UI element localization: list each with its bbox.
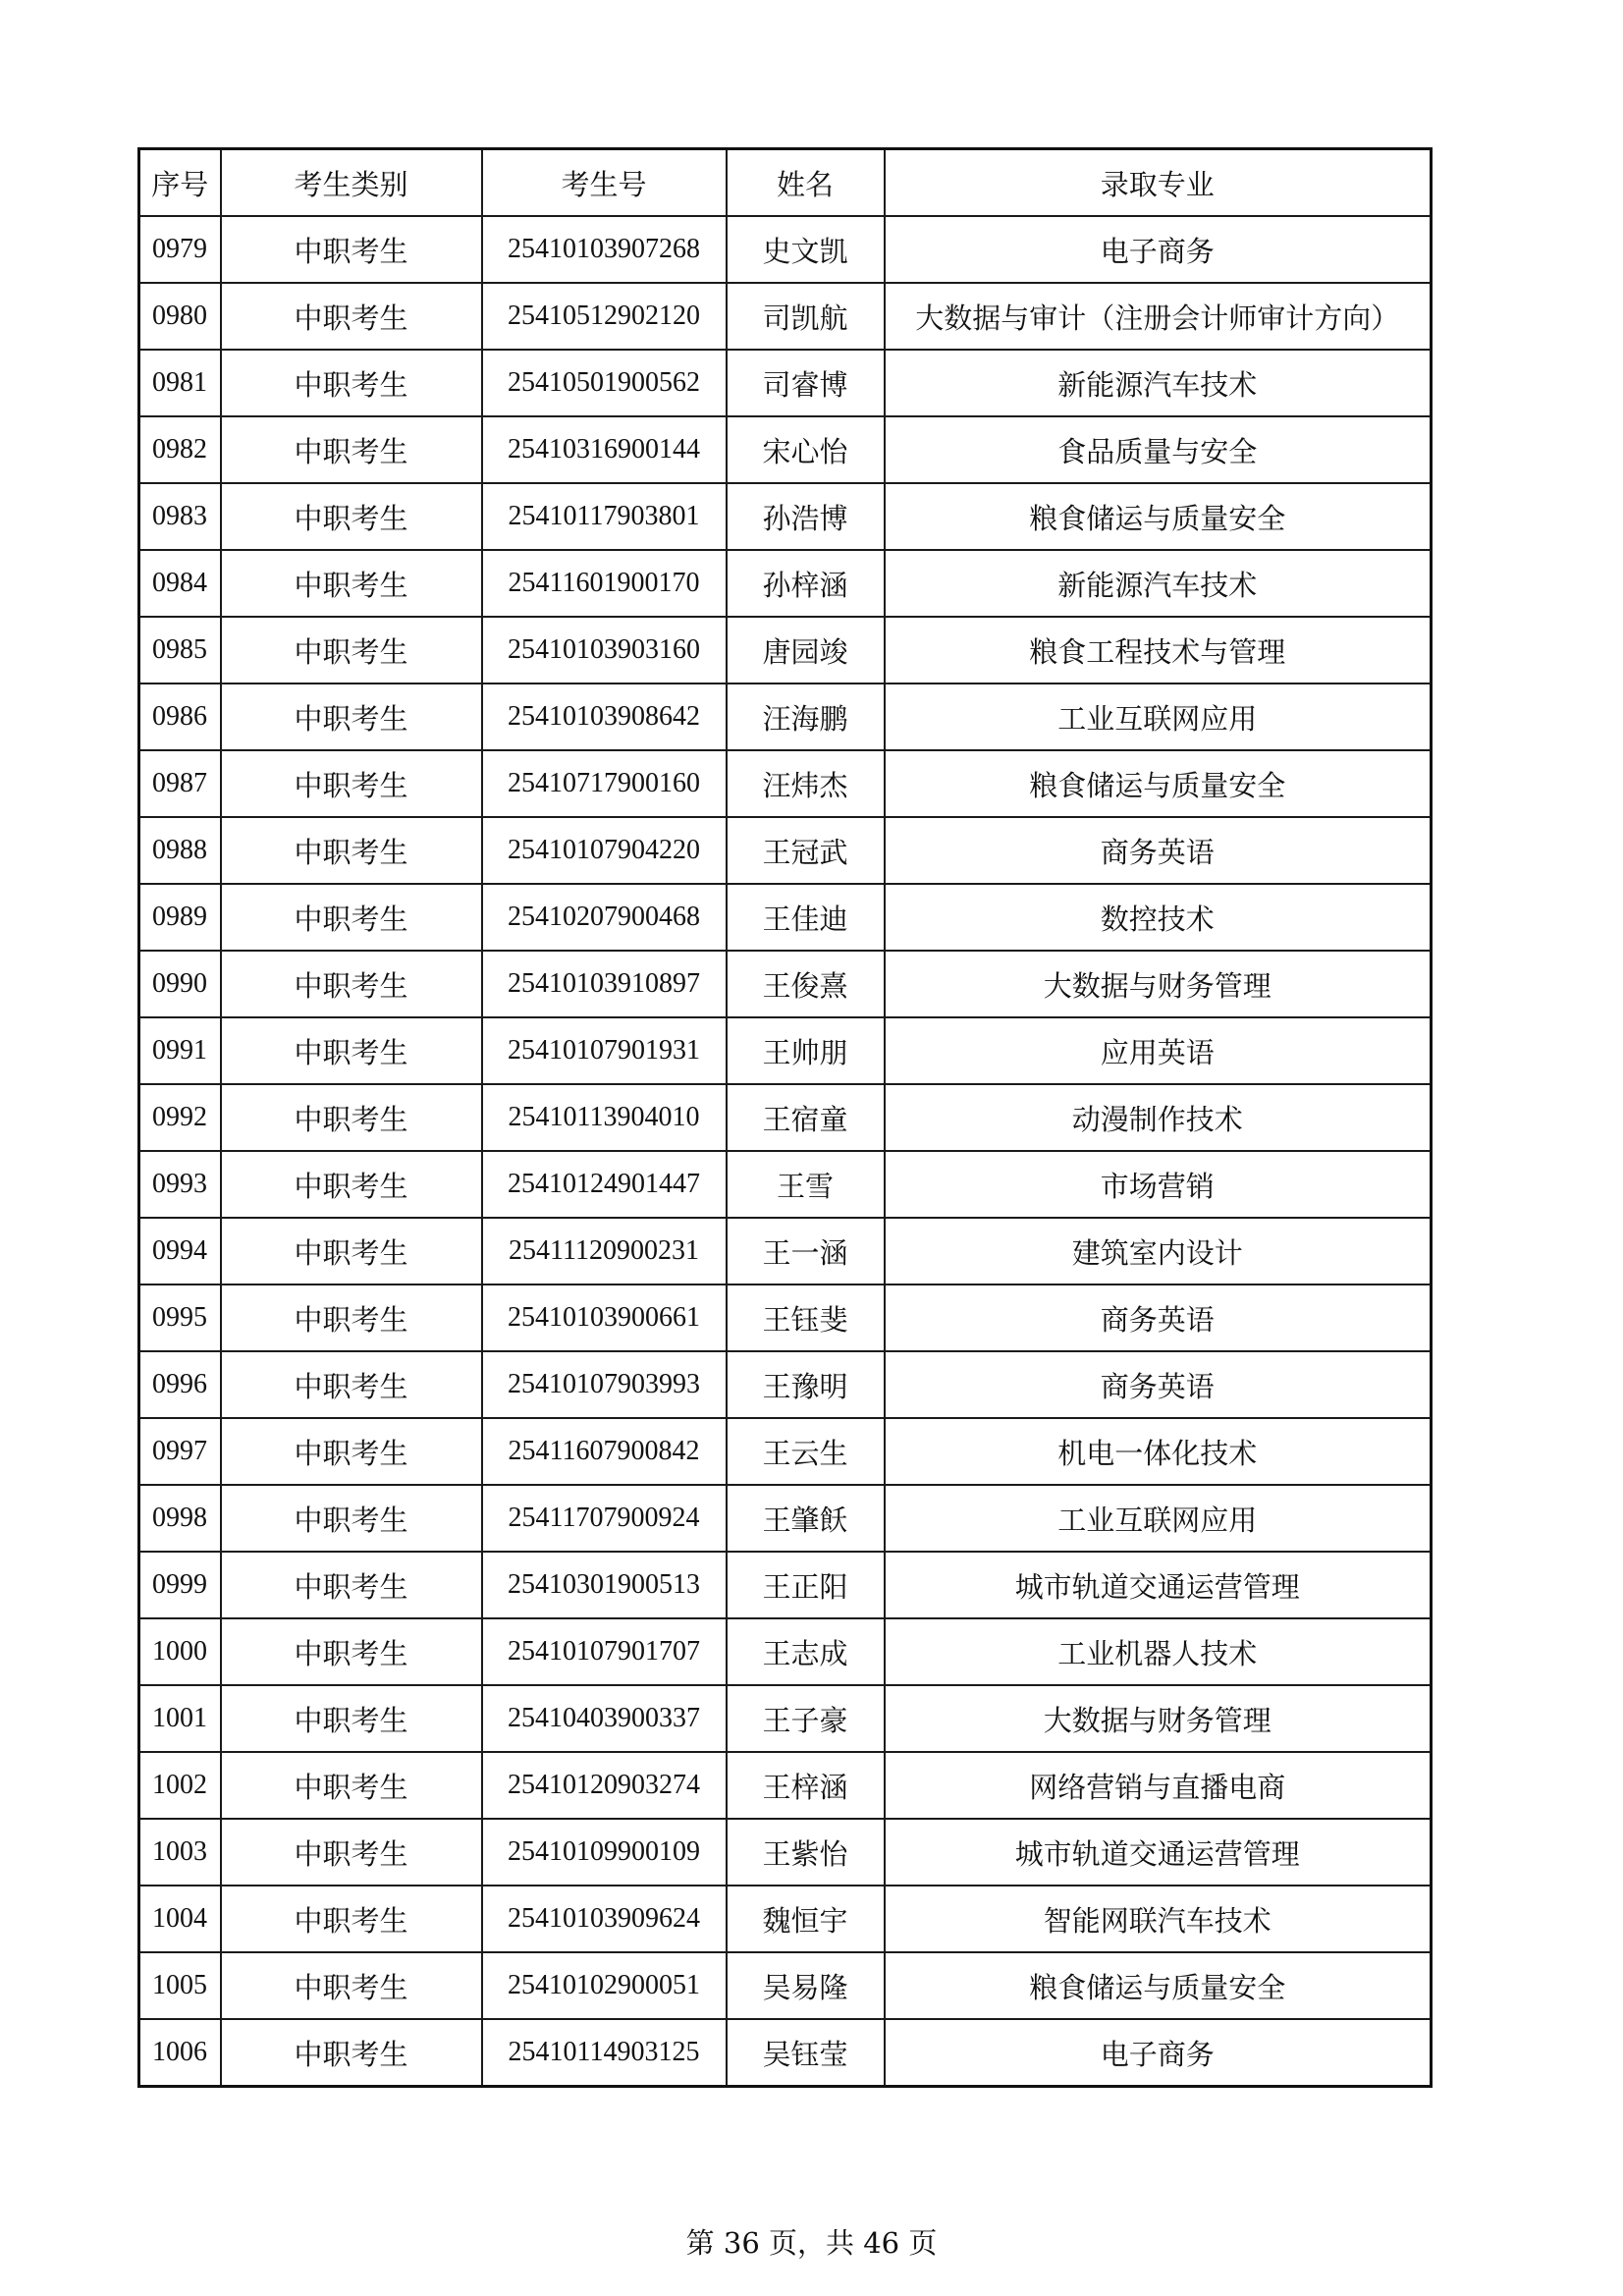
cell-category: 中职考生 <box>221 1017 482 1084</box>
cell-category: 中职考生 <box>221 817 482 884</box>
cell-seq: 0997 <box>139 1418 221 1485</box>
cell-name: 宋心怡 <box>727 416 885 483</box>
cell-exam-no: 25411601900170 <box>482 550 727 617</box>
table-row <box>139 1752 1432 1819</box>
cell-name: 吴易隆 <box>727 1952 885 2019</box>
cell-seq: 0984 <box>139 550 221 617</box>
table-row <box>139 1618 1432 1685</box>
cell-name: 孙浩博 <box>727 483 885 550</box>
cell-category: 中职考生 <box>221 1685 482 1752</box>
cell-major: 电子商务 <box>885 216 1432 283</box>
cell-exam-no: 25410103903160 <box>482 617 727 683</box>
cell-exam-no: 25410103910897 <box>482 951 727 1017</box>
cell-name: 孙梓涵 <box>727 550 885 617</box>
cell-name: 王云生 <box>727 1418 885 1485</box>
cell-major: 工业机器人技术 <box>885 1618 1432 1685</box>
cell-seq: 0981 <box>139 350 221 416</box>
cell-major: 新能源汽车技术 <box>885 350 1432 416</box>
cell-name: 司凯航 <box>727 283 885 350</box>
cell-category: 中职考生 <box>221 884 482 951</box>
cell-exam-no: 25411707900924 <box>482 1485 727 1552</box>
cell-name: 汪海鹏 <box>727 683 885 750</box>
cell-major: 城市轨道交通运营管理 <box>885 1819 1432 1886</box>
cell-seq: 0986 <box>139 683 221 750</box>
page-number-footer: 第 36 页，共 46 页 <box>685 2226 938 2260</box>
cell-major: 数控技术 <box>885 884 1432 951</box>
cell-name: 吴钰莹 <box>727 2019 885 2087</box>
cell-seq: 0985 <box>139 617 221 683</box>
table-row <box>139 1886 1432 1952</box>
cell-seq: 0988 <box>139 817 221 884</box>
cell-exam-no: 25410102900051 <box>482 1952 727 2019</box>
table-row <box>139 1952 1432 2019</box>
cell-category: 中职考生 <box>221 1485 482 1552</box>
cell-name: 魏恒宇 <box>727 1886 885 1952</box>
table-row <box>139 750 1432 817</box>
cell-name: 王紫怡 <box>727 1819 885 1886</box>
cell-name: 王钰斐 <box>727 1285 885 1351</box>
cell-category: 中职考生 <box>221 2019 482 2087</box>
cell-seq: 0987 <box>139 750 221 817</box>
cell-name: 唐园竣 <box>727 617 885 683</box>
table-row <box>139 283 1432 350</box>
table-row <box>139 1218 1432 1285</box>
header-category: 考生类别 <box>221 149 482 217</box>
cell-major: 电子商务 <box>885 2019 1432 2087</box>
cell-major: 新能源汽车技术 <box>885 550 1432 617</box>
cell-category: 中职考生 <box>221 1752 482 1819</box>
cell-seq: 0989 <box>139 884 221 951</box>
table-row <box>139 1151 1432 1218</box>
cell-seq: 0979 <box>139 216 221 283</box>
cell-seq: 0995 <box>139 1285 221 1351</box>
table-row <box>139 1084 1432 1151</box>
cell-major: 网络营销与直播电商 <box>885 1752 1432 1819</box>
cell-name: 汪炜杰 <box>727 750 885 817</box>
cell-major: 工业互联网应用 <box>885 683 1432 750</box>
cell-category: 中职考生 <box>221 750 482 817</box>
table-row <box>139 1685 1432 1752</box>
cell-major: 粮食工程技术与管理 <box>885 617 1432 683</box>
table-row <box>139 1485 1432 1552</box>
header-exam-no: 考生号 <box>482 149 727 217</box>
cell-category: 中职考生 <box>221 1351 482 1418</box>
cell-exam-no: 25410316900144 <box>482 416 727 483</box>
cell-exam-no: 25410207900468 <box>482 884 727 951</box>
table-header-row <box>139 149 1432 217</box>
cell-seq: 1005 <box>139 1952 221 2019</box>
cell-major: 商务英语 <box>885 817 1432 884</box>
cell-category: 中职考生 <box>221 617 482 683</box>
cell-seq: 0992 <box>139 1084 221 1151</box>
cell-name: 王雪 <box>727 1151 885 1218</box>
cell-seq: 1000 <box>139 1618 221 1685</box>
cell-category: 中职考生 <box>221 1952 482 2019</box>
cell-exam-no: 25410114903125 <box>482 2019 727 2087</box>
cell-seq: 0993 <box>139 1151 221 1218</box>
cell-exam-no: 25410120903274 <box>482 1752 727 1819</box>
cell-seq: 0982 <box>139 416 221 483</box>
cell-category: 中职考生 <box>221 283 482 350</box>
cell-seq: 0980 <box>139 283 221 350</box>
cell-name: 史文凯 <box>727 216 885 283</box>
cell-major: 应用英语 <box>885 1017 1432 1084</box>
cell-category: 中职考生 <box>221 1418 482 1485</box>
cell-major: 粮食储运与质量安全 <box>885 1952 1432 2019</box>
cell-category: 中职考生 <box>221 1084 482 1151</box>
cell-category: 中职考生 <box>221 416 482 483</box>
header-name: 姓名 <box>727 149 885 217</box>
table-row <box>139 683 1432 750</box>
cell-exam-no: 25410117903801 <box>482 483 727 550</box>
cell-category: 中职考生 <box>221 1819 482 1886</box>
cell-seq: 0983 <box>139 483 221 550</box>
cell-major: 工业互联网应用 <box>885 1485 1432 1552</box>
cell-category: 中职考生 <box>221 1886 482 1952</box>
cell-major: 动漫制作技术 <box>885 1084 1432 1151</box>
cell-name: 王子豪 <box>727 1685 885 1752</box>
cell-name: 王佳迪 <box>727 884 885 951</box>
cell-major: 商务英语 <box>885 1351 1432 1418</box>
table-row <box>139 1552 1432 1618</box>
cell-exam-no: 25411120900231 <box>482 1218 727 1285</box>
cell-category: 中职考生 <box>221 216 482 283</box>
table-row <box>139 1351 1432 1418</box>
header-major: 录取专业 <box>885 149 1432 217</box>
cell-seq: 1006 <box>139 2019 221 2087</box>
cell-name: 王豫明 <box>727 1351 885 1418</box>
cell-seq: 0991 <box>139 1017 221 1084</box>
cell-major: 建筑室内设计 <box>885 1218 1432 1285</box>
table-row <box>139 1017 1432 1084</box>
cell-seq: 1003 <box>139 1819 221 1886</box>
cell-category: 中职考生 <box>221 1618 482 1685</box>
cell-exam-no: 25410403900337 <box>482 1685 727 1752</box>
cell-exam-no: 25410501900562 <box>482 350 727 416</box>
cell-exam-no: 25410103907268 <box>482 216 727 283</box>
cell-exam-no: 25411607900842 <box>482 1418 727 1485</box>
cell-category: 中职考生 <box>221 1285 482 1351</box>
cell-category: 中职考生 <box>221 550 482 617</box>
cell-major: 大数据与审计（注册会计师审计方向） <box>885 283 1432 350</box>
table-row <box>139 1285 1432 1351</box>
table-row <box>139 884 1432 951</box>
cell-seq: 0996 <box>139 1351 221 1418</box>
cell-exam-no: 25410103900661 <box>482 1285 727 1351</box>
cell-exam-no: 25410124901447 <box>482 1151 727 1218</box>
cell-seq: 0998 <box>139 1485 221 1552</box>
cell-seq: 0990 <box>139 951 221 1017</box>
cell-major: 商务英语 <box>885 1285 1432 1351</box>
cell-seq: 0994 <box>139 1218 221 1285</box>
cell-exam-no: 25410717900160 <box>482 750 727 817</box>
cell-major: 城市轨道交通运营管理 <box>885 1552 1432 1618</box>
cell-exam-no: 25410103908642 <box>482 683 727 750</box>
cell-name: 王帅朋 <box>727 1017 885 1084</box>
cell-category: 中职考生 <box>221 1218 482 1285</box>
table-row <box>139 2019 1432 2087</box>
table-row <box>139 1819 1432 1886</box>
table-row <box>139 483 1432 550</box>
cell-seq: 1001 <box>139 1685 221 1752</box>
cell-category: 中职考生 <box>221 483 482 550</box>
cell-major: 大数据与财务管理 <box>885 951 1432 1017</box>
cell-major: 市场营销 <box>885 1151 1432 1218</box>
cell-exam-no: 25410113904010 <box>482 1084 727 1151</box>
cell-name: 王宿童 <box>727 1084 885 1151</box>
cell-category: 中职考生 <box>221 1151 482 1218</box>
cell-major: 机电一体化技术 <box>885 1418 1432 1485</box>
cell-name: 王俊熹 <box>727 951 885 1017</box>
cell-exam-no: 25410107901931 <box>482 1017 727 1084</box>
cell-major: 粮食储运与质量安全 <box>885 750 1432 817</box>
cell-exam-no: 25410103909624 <box>482 1886 727 1952</box>
cell-name: 王肇飫 <box>727 1485 885 1552</box>
cell-major: 大数据与财务管理 <box>885 1685 1432 1752</box>
cell-seq: 0999 <box>139 1552 221 1618</box>
admission-table <box>137 147 1433 2088</box>
table-row <box>139 951 1432 1017</box>
table-row <box>139 350 1432 416</box>
table-row <box>139 817 1432 884</box>
cell-category: 中职考生 <box>221 1552 482 1618</box>
cell-name: 王志成 <box>727 1618 885 1685</box>
cell-exam-no: 25410109900109 <box>482 1819 727 1886</box>
cell-name: 王一涵 <box>727 1218 885 1285</box>
cell-exam-no: 25410107904220 <box>482 817 727 884</box>
cell-category: 中职考生 <box>221 350 482 416</box>
cell-major: 智能网联汽车技术 <box>885 1886 1432 1952</box>
table-row <box>139 550 1432 617</box>
cell-exam-no: 25410107903993 <box>482 1351 727 1418</box>
table-row <box>139 617 1432 683</box>
header-seq: 序号 <box>139 149 221 217</box>
table-row <box>139 216 1432 283</box>
cell-category: 中职考生 <box>221 951 482 1017</box>
cell-name: 王冠武 <box>727 817 885 884</box>
cell-exam-no: 25410301900513 <box>482 1552 727 1618</box>
cell-exam-no: 25410512902120 <box>482 283 727 350</box>
cell-seq: 1004 <box>139 1886 221 1952</box>
table-row <box>139 416 1432 483</box>
cell-name: 王梓涵 <box>727 1752 885 1819</box>
cell-major: 粮食储运与质量安全 <box>885 483 1432 550</box>
cell-name: 王正阳 <box>727 1552 885 1618</box>
cell-name: 司睿博 <box>727 350 885 416</box>
cell-major: 食品质量与安全 <box>885 416 1432 483</box>
table-row <box>139 1418 1432 1485</box>
cell-seq: 1002 <box>139 1752 221 1819</box>
cell-category: 中职考生 <box>221 683 482 750</box>
cell-exam-no: 25410107901707 <box>482 1618 727 1685</box>
